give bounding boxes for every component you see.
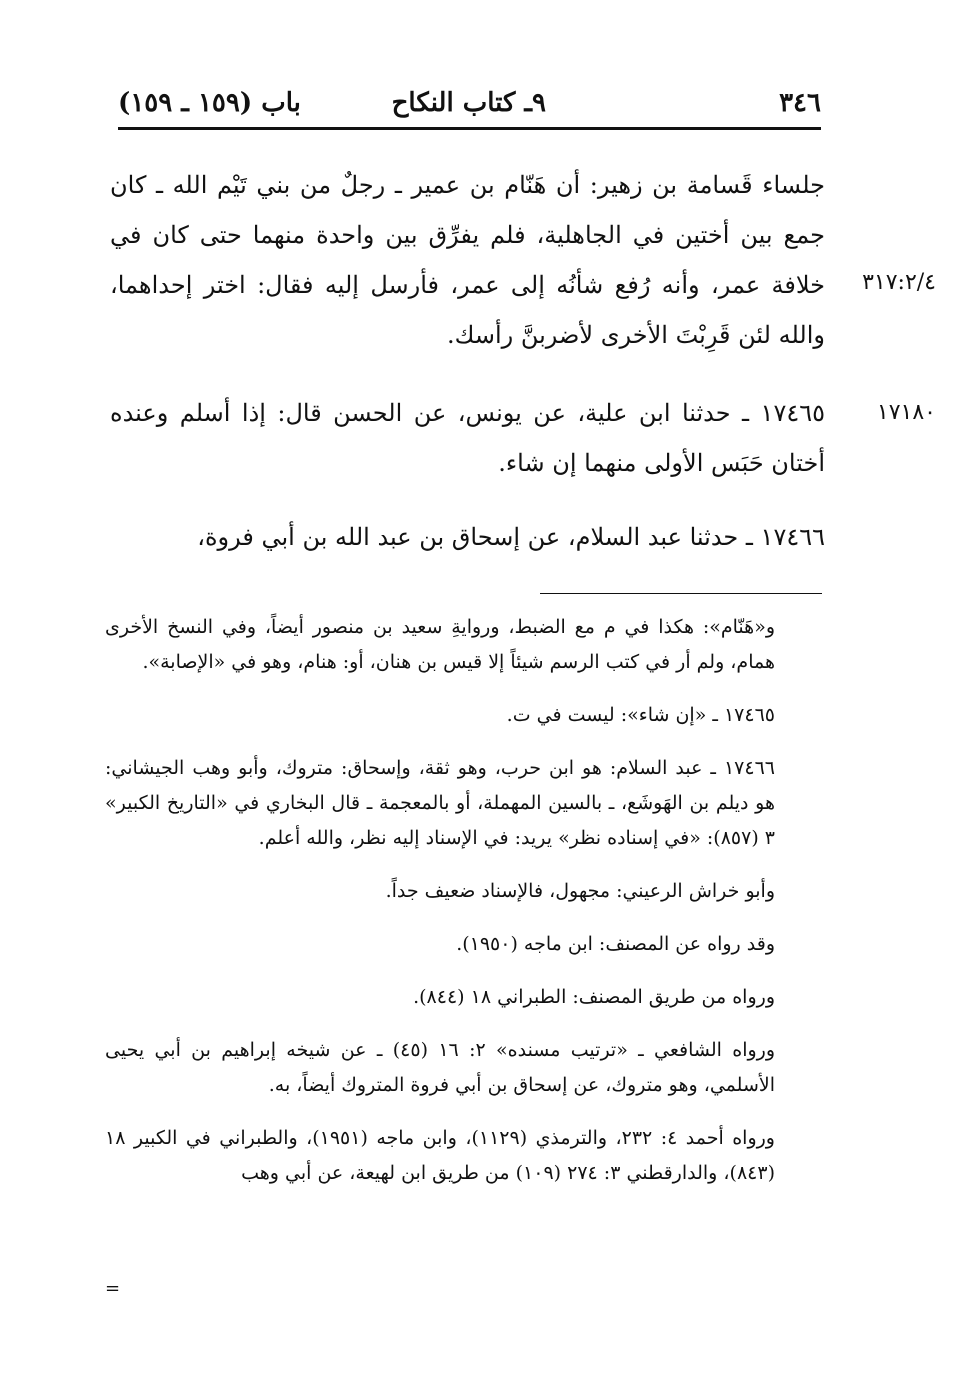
main-paragraph-2 bbox=[110, 388, 825, 488]
chapter-range: باب (١٥٩ ـ ١٥٩) bbox=[118, 88, 301, 118]
footnote-separator bbox=[540, 593, 822, 594]
footnote-2: ١٧٤٦٥ ـ «إن شاء»: ليست في ت. bbox=[506, 704, 775, 726]
footnotes bbox=[105, 610, 820, 1209]
footnote-5: وقد رواه عن المصنف: ابن ماجه (١٩٥٠). bbox=[456, 933, 775, 955]
header-rule bbox=[118, 127, 821, 130]
margin-reference-volume: ٣١٧:٢/٤ bbox=[862, 270, 936, 295]
margin-reference-number: ١٧١٨٠ bbox=[876, 400, 936, 425]
page-header bbox=[118, 84, 821, 124]
footnote-4: وأبو خراش الرعيني: مجهول، فالإسناد ضعيف جداً. bbox=[385, 880, 775, 902]
footnote-3: ١٧٤٦٦ ـ عبد السلام: هو ابن حرب، وهو ثقة، وإسحاق: متروك، وأبو وهب الجيشاني: هو ديلم بن الهَوشَع، ـ بالسين المهملة، أو بالمعجمة ـ قال البخاري في «التاريخ الكبير» ٣ (٨٥٧): «في إسناده نظر» يريد: في الإسناد إليه نظر، والله أعلم. bbox=[105, 757, 775, 849]
book-title: ٩ـ كتاب النكاح bbox=[391, 88, 546, 118]
main-text-1: جلساء قَسامة بن زهير: أن هَنّام بن عمير ـ رجلٌ من بني تَيْم الله ـ كان جمع بين أختين في الجاهلية، فلم يفرِّق بين واحدة منهما حتى كان في خلافة عمر، وأنه رُفع شأنُه إلى عمر، فأرسل إليه فقال: اختر إحداهما، والله لئن قَرِبْتَ الأخرى لأضربنَّ رأسك. bbox=[110, 171, 825, 349]
footnote-1: و«هَنّام»: هكذا في م مع الضبط، وروايةِ سعيد بن منصور أيضاً، وفي النسخ الأخرى همام، ولم أر في كتب الرسم شيئاً إلا قيس بن هنان، أو: هنام، وهو في «الإصابة». bbox=[105, 616, 775, 673]
main-text-2: ١٧٤٦٥ ـ حدثنا ابن علية، عن يونس، عن الحسن قال: إذا أسلم وعنده أختان حَبَس الأولى منهما إن شاء. bbox=[110, 399, 825, 477]
page-number: ٣٤٦ bbox=[779, 88, 821, 118]
footnote-6: ورواه من طريق المصنف: الطبراني ١٨ (٨٤٤). bbox=[413, 986, 775, 1008]
footnote-7: ورواه الشافعي ـ «ترتيب مسنده» ٢: ١٦ (٤٥) ـ عن شيخه إبراهيم بن أبي يحيى الأسلمي، وهو متروك، عن إسحاق بن أبي فروة المتروك أيضاً، به. bbox=[105, 1039, 776, 1096]
main-text-3: ١٧٤٦٦ ـ حدثنا عبد السلام، عن إسحاق بن عبد الله بن أبي فروة، bbox=[197, 523, 825, 551]
continuation-mark: = bbox=[105, 1278, 121, 1299]
main-paragraph-3 bbox=[110, 512, 825, 562]
footnote-8: ورواه أحمد ٤: ٢٣٢، والترمذي (١١٢٩)، وابن ماجه (١٩٥١)، والطبراني في الكبير ١٨ (٨٤٣)، والدارقطني ٣: ٢٧٤ (١٠٩) من طريق ابن لهيعة، عن أبي وهب bbox=[105, 1127, 775, 1184]
main-paragraph-1 bbox=[110, 160, 825, 360]
